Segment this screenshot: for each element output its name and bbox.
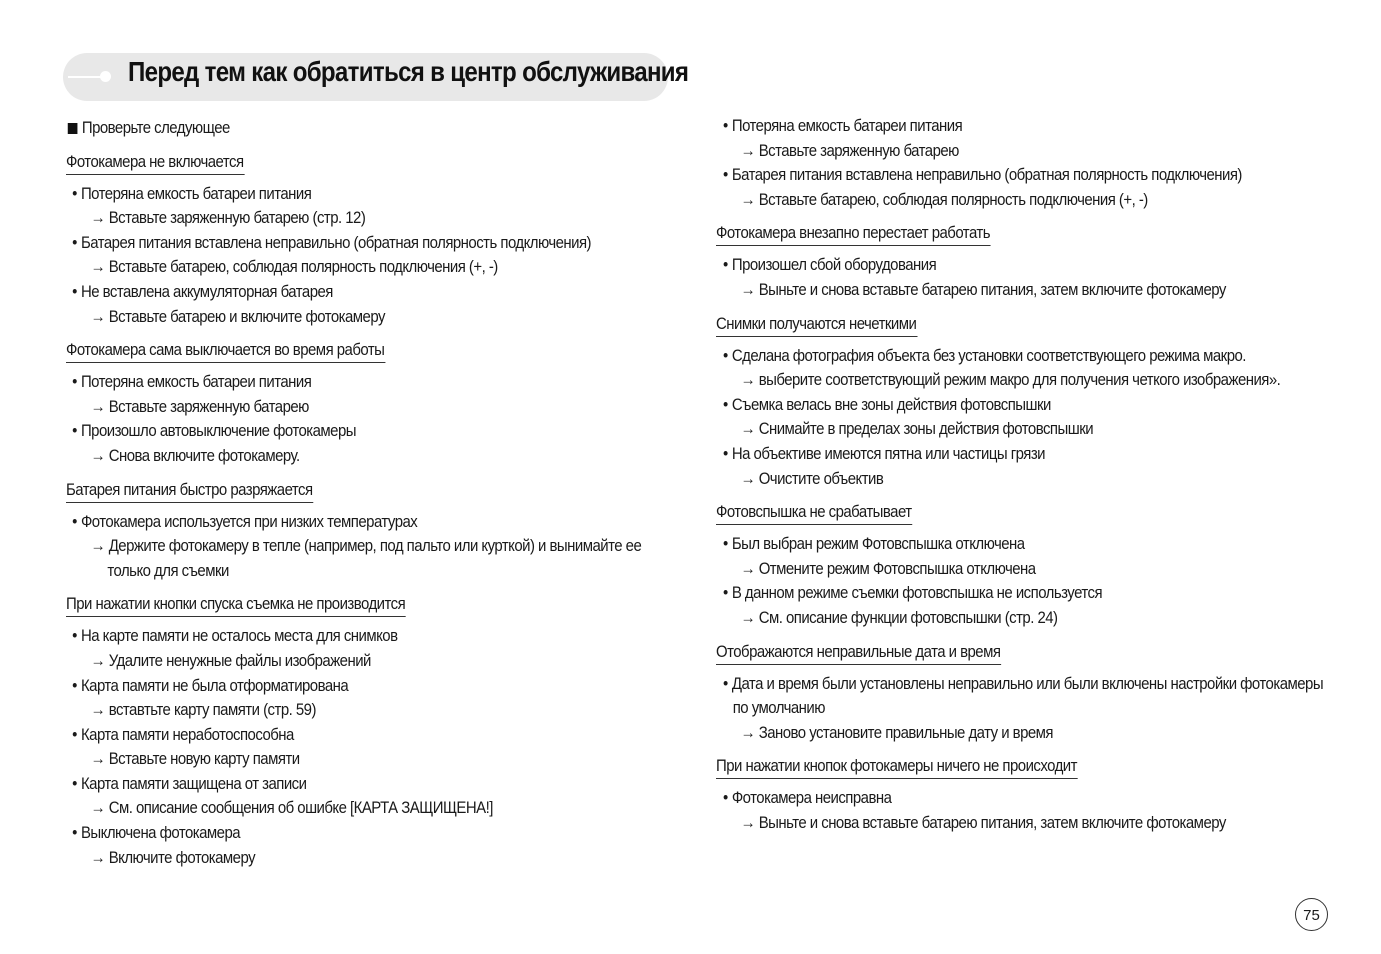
right-sections — [716, 219, 1356, 835]
troubleshoot-section — [716, 498, 1356, 630]
bullet-icon: • — [72, 511, 77, 531]
section-heading-wrap — [716, 219, 1356, 253]
section-heading-wrap — [66, 476, 686, 510]
item-text: Фотокамера неисправна — [731, 788, 892, 808]
problem-item — [66, 510, 612, 535]
problem-item — [66, 674, 612, 699]
item-text: Фотокамера используется при низких температурах — [80, 511, 418, 531]
bullet-icon: • — [723, 116, 728, 135]
section-heading: Фотокамера не включается — [66, 150, 244, 175]
bullet-icon: • — [72, 421, 77, 441]
section-heading-wrap — [66, 148, 686, 182]
solution-item — [66, 395, 612, 420]
section-heading: Батарея питания быстро разряжается — [66, 478, 313, 503]
item-text: Потеряна емкость батареи питания — [80, 183, 312, 203]
problem-item — [66, 419, 612, 444]
item-text: Выключена фотокамера — [80, 823, 241, 843]
item-text: Батарея питания вставлена неправильно (обратная полярность подключения) — [731, 165, 1242, 185]
problem-item — [66, 772, 612, 797]
solution-item — [66, 206, 612, 231]
bullet-icon: • — [72, 823, 77, 843]
problem-item — [716, 442, 1279, 467]
item-text: Карта памяти защищена от записи — [80, 773, 307, 793]
item-text: → Удалите ненужные файлы изображений — [90, 650, 371, 670]
section-heading: Отображаются неправильные дата и время — [716, 640, 1001, 665]
troubleshoot-section — [716, 310, 1356, 492]
item-text: → выберите соответствующий режим макро для получения четкого изображения». — [740, 370, 1281, 390]
problem-item — [66, 370, 612, 395]
page-number: 75 — [1295, 898, 1328, 931]
item-text: → Снимайте в пределах зоны действия фотовспышки — [740, 419, 1094, 439]
section-heading-wrap — [66, 590, 686, 624]
title-decoration-line — [68, 76, 104, 78]
left-column — [66, 116, 686, 870]
title-decoration-dot — [100, 71, 111, 82]
item-text: В данном режиме съемки фотовспышка не используется — [731, 583, 1103, 603]
troubleshoot-section — [66, 476, 686, 584]
solution-item — [66, 796, 612, 821]
bullet-icon: • — [723, 583, 728, 603]
item-text: → Выньте и снова вставьте батарею питания, затем включите фотокамеру — [740, 812, 1226, 832]
item-text: → Вставьте заряженную батарею — [90, 396, 309, 416]
item-text: только для съемки — [107, 560, 229, 580]
section-heading: Фотокамера сама выключается во время работы — [66, 338, 385, 363]
solution-item — [716, 417, 1279, 442]
problem-item — [716, 163, 1279, 188]
troubleshoot-section — [716, 752, 1356, 835]
section-heading: При нажатии кнопок фотокамеры ничего не происходит — [716, 754, 1078, 779]
bullet-icon: • — [723, 165, 728, 185]
item-text: Потеряна емкость батареи питания — [80, 372, 312, 392]
item-text: Потеряна емкость батареи питания — [731, 116, 963, 135]
item-text: → См. описание сообщения об ошибке [КАРТА ЗАЩИЩЕНА!] — [90, 798, 493, 818]
bullet-icon: • — [72, 281, 77, 301]
item-text: → Очистите объектив — [740, 468, 884, 488]
item-text: → Отмените режим Фотовспышка отключена — [740, 558, 1036, 578]
continuation-line — [716, 696, 1279, 721]
solution-item — [716, 188, 1279, 213]
solution-item — [66, 649, 612, 674]
right-continued-items — [716, 114, 1356, 212]
problem-item — [716, 253, 1279, 278]
problem-item — [66, 280, 612, 305]
solution-item — [66, 846, 612, 871]
item-text: → Заново установите правильные дату и время — [740, 722, 1054, 742]
left-sections — [66, 148, 686, 871]
section-heading: При нажатии кнопки спуска съемка не производится — [66, 592, 406, 617]
solution-item — [66, 444, 612, 469]
problem-item — [66, 821, 612, 846]
solution-item — [716, 721, 1279, 746]
problem-item — [716, 581, 1279, 606]
troubleshoot-section — [66, 590, 686, 870]
item-text: На карте памяти не осталось места для снимков — [80, 626, 398, 646]
item-text: → Вставьте батарею, соблюдая полярность подключения (+, -) — [740, 189, 1148, 209]
section-heading-wrap — [716, 638, 1356, 672]
problem-item — [66, 624, 612, 649]
solution-item — [716, 811, 1279, 836]
problem-item — [66, 231, 612, 256]
item-text: Карта памяти не была отформатирована — [80, 675, 349, 695]
bullet-icon: • — [72, 183, 77, 203]
bullet-icon: • — [723, 788, 728, 808]
problem-item — [716, 786, 1279, 811]
bullet-icon: • — [72, 626, 77, 646]
problem-item — [716, 344, 1279, 369]
solution-item — [716, 368, 1279, 393]
item-text: Произошел сбой оборудования — [731, 255, 937, 275]
bullet-icon: • — [723, 673, 728, 693]
section-heading-wrap — [716, 310, 1356, 344]
solution-item — [716, 278, 1279, 303]
solution-item — [716, 467, 1279, 492]
item-text: Был выбран режим Фотовспышка отключена — [731, 534, 1025, 554]
solution-item — [66, 747, 612, 772]
item-text: → Снова включите фотокамеру. — [90, 445, 300, 465]
item-text: Не вставлена аккумуляторная батарея — [80, 281, 333, 301]
solution-item — [66, 534, 642, 559]
bullet-icon: • — [72, 232, 77, 252]
item-text: → Вставьте новую карту памяти — [90, 749, 300, 769]
solution-item — [716, 139, 1279, 164]
bullet-icon: • — [723, 443, 728, 463]
item-text: Сделана фотография объекта без установки соответствующего режима макро. — [731, 345, 1246, 365]
item-text: На объективе имеются пятна или частицы грязи — [731, 443, 1046, 463]
item-text: → Выньте и снова вставьте батарею питания, затем включите фотокамеру — [740, 279, 1226, 299]
solution-item — [66, 305, 612, 330]
bullet-icon: • — [723, 394, 728, 414]
page-title: Перед тем как обратиться в центр обслуживания — [128, 56, 689, 87]
item-text: Съемка велась вне зоны действия фотовспышки — [731, 394, 1051, 414]
item-text: → См. описание функции фотовспышки (стр. 24) — [740, 607, 1058, 627]
bullet-icon: • — [72, 675, 77, 695]
item-text: Произошло автовыключение фотокамеры — [80, 421, 356, 441]
intro-line — [66, 116, 612, 141]
intro-text: Проверьте следующее — [81, 118, 230, 137]
item-text: → Вставьте заряженную батарею (стр. 12) — [90, 208, 366, 228]
bullet-icon: • — [723, 255, 728, 275]
section-heading: Снимки получаются нечеткими — [716, 312, 917, 337]
solution-item — [66, 255, 612, 280]
bullet-icon: • — [72, 724, 77, 744]
bullet-icon: • — [723, 345, 728, 365]
solution-item — [716, 557, 1279, 582]
continuation-line — [66, 559, 612, 584]
item-text: Карта памяти неработоспособна — [80, 724, 294, 744]
item-text: → Вставьте батарею и включите фотокамеру — [90, 306, 385, 326]
solution-item — [66, 698, 612, 723]
troubleshoot-section — [66, 336, 686, 468]
problem-item — [66, 182, 612, 207]
problem-item — [716, 114, 1279, 139]
problem-item — [716, 393, 1279, 418]
item-text: → вставтьте карту памяти (стр. 59) — [90, 700, 316, 720]
item-text: по умолчанию — [732, 698, 825, 718]
troubleshoot-section — [716, 638, 1356, 746]
solution-item — [716, 606, 1279, 631]
item-text: → Включите фотокамеру — [90, 847, 256, 867]
item-text: Батарея питания вставлена неправильно (обратная полярность подключения) — [80, 232, 592, 252]
item-text: → Вставьте заряженную батарею — [740, 140, 959, 160]
item-text: → Вставьте батарею, соблюдая полярность подключения (+, -) — [90, 257, 498, 277]
section-heading: Фотокамера внезапно перестает работать — [716, 221, 991, 246]
troubleshoot-section — [66, 148, 686, 330]
section-heading-wrap — [716, 752, 1356, 786]
section-heading-wrap — [716, 498, 1356, 532]
item-text: Дата и время были установлены неправильно или были включены настройки фотокамеры — [731, 673, 1324, 693]
bullet-icon: • — [723, 534, 728, 554]
right-column — [716, 114, 1356, 835]
bullet-icon: • — [72, 773, 77, 793]
square-bullet-icon — [68, 123, 78, 134]
problem-item — [716, 672, 1324, 697]
troubleshoot-section — [716, 219, 1356, 302]
section-heading-wrap — [66, 336, 686, 370]
section-heading: Фотовспышка не срабатывает — [716, 500, 912, 525]
item-text: → Держите фотокамеру в тепле (например, под пальто или курткой) и вынимайте ее — [90, 536, 642, 556]
problem-item — [66, 723, 612, 748]
bullet-icon: • — [72, 372, 77, 392]
problem-item — [716, 532, 1279, 557]
